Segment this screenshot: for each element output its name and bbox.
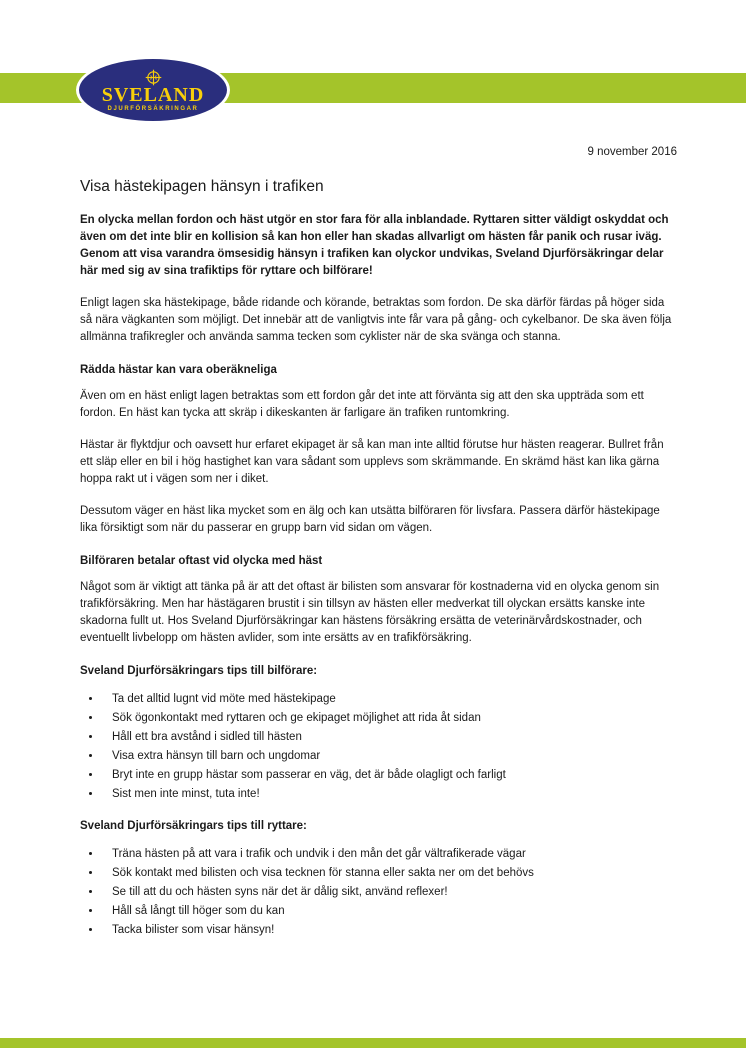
compass-icon bbox=[145, 69, 162, 86]
list-item: • Tacka bilister som visar hänsyn! bbox=[102, 923, 678, 938]
paragraph: Även om en häst enligt lagen betraktas som ett fordon går det inte att förvänta sig att den ska uppträda som ett fordon. En häst kan tycka att skräp i dikeskanten är farligare än trafiken runtomkring. bbox=[80, 390, 644, 419]
list-item: • Bryt inte en grupp hästar som passerar en väg, det är både olagligt och farligt bbox=[102, 768, 678, 783]
list-item: • Sök kontakt med bilisten och visa tecknen för stanna eller sakta ner om det behövs bbox=[102, 866, 678, 881]
list-item: • Visa extra hänsyn till barn och ungdomar bbox=[102, 749, 678, 764]
logo-subtitle: DJURFÖRSÄKRINGAR bbox=[107, 105, 199, 112]
paragraph: Dessutom väger en häst lika mycket som en älg och kan utsätta bilföraren för livsfara. Passera därför hästekipage lika försiktigt som när du passerar en grupp barn vid sidan om vägen. bbox=[80, 505, 660, 534]
list-item: • Träna hästen på att vara i trafik och undvik i den mån det går vältrafikerade vägar bbox=[102, 847, 678, 862]
tips-riders-list bbox=[80, 847, 678, 938]
list-item: • Se till att du och hästen syns när det är dålig sikt, använd reflexer! bbox=[102, 885, 678, 900]
sveland-logo bbox=[76, 56, 230, 124]
paragraph: Hästar är flyktdjur och oavsett hur erfaret ekipaget är så kan man inte alltid förutse hur hästen reagerar. Bullret från ett släp eller en bil i hög hastighet kan vara sådant som upplevs som skrämmande. En skrämd häst kan lika gärna hoppa rakt ut i vägen som ner i diket. bbox=[80, 439, 664, 485]
lead-paragraph: En olycka mellan fordon och häst utgör en stor fara för alla inblandade. Ryttaren sitter väldigt oskyddat och även om det inte blir en kollision så kan hon eller han skadas allvarligt om hästen får panik och rusar iväg. Genom att visa varandra ömsesidig hänsyn i trafiken kan olyckor undvikas, Sveland Djurförsäkringar delar här med sig av sina trafiktips för ryttare och bilförare! bbox=[80, 214, 669, 277]
section-heading-unpredictable-horses: Rädda hästar kan vara oberäkneliga bbox=[80, 364, 277, 376]
document-date: 9 november 2016 bbox=[587, 146, 677, 158]
section-heading-driver-pays: Bilföraren betalar oftast vid olycka med häst bbox=[80, 555, 323, 567]
list-item: • Håll ett bra avstånd i sidled till hästen bbox=[102, 730, 678, 745]
paragraph: Något som är viktigt att tänka på är att det oftast är bilisten som ansvarar för kostnaderna vid en olycka genom sin trafikförsäkring. Men har hästägaren brustit i sin tillsyn av hästen eller medverkat till olyckan ersätts kanske inte skadorna fullt ut. Hos Sveland Djurförsäkringar kan hästens försäkring ersätta de veterinärvårdskostnader, och eventuellt livbelopp om hästen avlider, som inte ersätts av en trafikförsäkring. bbox=[80, 581, 660, 644]
paragraph: Enligt lagen ska hästekipage, både ridande och körande, betraktas som fordon. De ska därför färdas på höger sida så nära vägkanten som möjligt. Det innebär att de vanligtvis inte får vara på gång- och cykelbanor. De ska även följa allmänna trafikregler och använda samma tecken som cyklister när de ska svänga och stanna. bbox=[80, 297, 672, 343]
list-item: • Ta det alltid lugnt vid möte med hästekipage bbox=[102, 692, 678, 707]
list-item: • Håll så långt till höger som du kan bbox=[102, 904, 678, 919]
section-heading-tips-drivers: Sveland Djurförsäkringars tips till bilförare: bbox=[80, 665, 318, 677]
document-body bbox=[80, 212, 678, 953]
page-title: Visa hästekipagen hänsyn i trafiken bbox=[80, 178, 324, 195]
logo-wordmark: SVELAND bbox=[101, 83, 205, 106]
tips-drivers-list bbox=[80, 692, 678, 802]
list-item: • Sist men inte minst, tuta inte! bbox=[102, 787, 678, 802]
section-heading-tips-riders: Sveland Djurförsäkringars tips till ryttare: bbox=[80, 820, 307, 832]
footer-green-bar bbox=[0, 1038, 746, 1048]
list-item: • Sök ögonkontakt med ryttaren och ge ekipaget möjlighet att rida åt sidan bbox=[102, 711, 678, 726]
